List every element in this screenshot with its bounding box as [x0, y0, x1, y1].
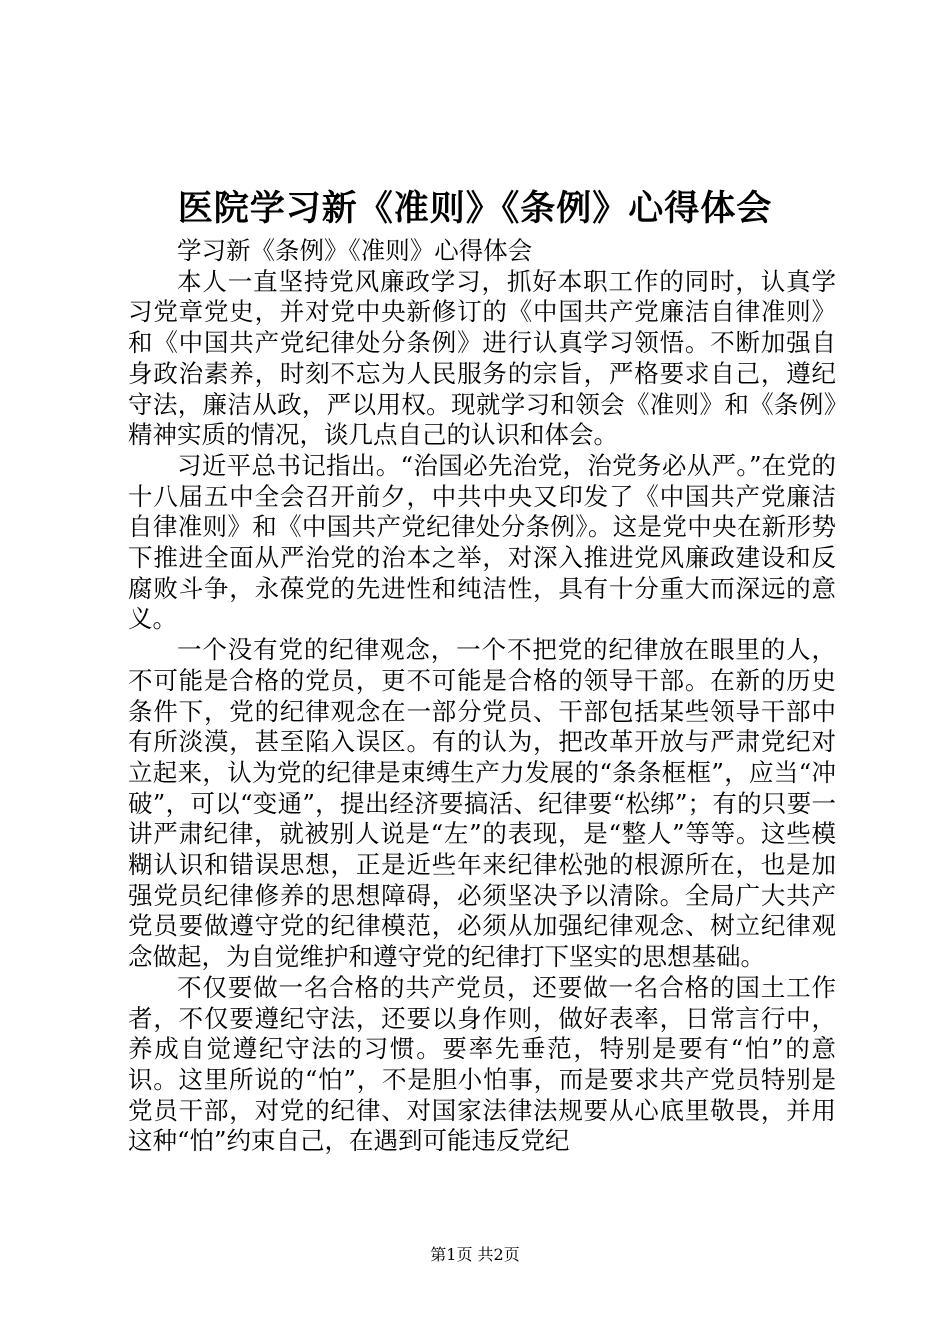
document-title: 医院学习新《准则》《条例》心得体会: [177, 188, 773, 229]
paragraph-subtitle: 学习新《条例》《准则》心得体会: [177, 236, 533, 265]
paragraph: 习近平总书记指出。“治国必先治党，治党务必从严。”在党的十八届五中全会召开前夕，中共中央又印发了《中国共产党廉洁自律准则》和《中国共产党纪律处分条例》。这是党中央在新形势下推进全面从严治党的治本之举，对深入推进党风廉政建设和反腐败斗争，永葆党的先进性和纯洁性，具有十分重大而深远的意义。: [128, 450, 836, 634]
page-footer: 第1页 共2页: [430, 1245, 520, 1264]
document-body: [128, 236, 836, 1157]
paragraph: 一个没有党的纪律观念，一个不把党的纪律放在眼里的人，不可能是合格的党员，更不可能是合格的领导干部。在新的历史条件下，党的纪律观念在一部分党员、干部包括某些领导干部中有所淡漠，甚至陷入误区。有的认为，把改革开放与严肃党纪对立起来，认为党的纪律是束缚生产力发展的“条条框框”，应当“冲破”，可以“变通”，提出经济要搞活、纪律要“松绑”；有的只要一讲严肃纪律，就被别人说是“左”的表现，是“整人”等等。这些模糊认识和错误思想，正是近些年来纪律松弛的根源所在，也是加强党员纪律修养的思想障碍，必须坚决予以清除。全局广大共产党员要做遵守党的纪律模范，必须从加强纪律观念、树立纪律观念做起，为自觉维护和遵守党的纪律打下坚实的思想基础。: [128, 635, 836, 972]
paragraph: 不仅要做一名合格的共产党员，还要做一名合格的国土工作者，不仅要遵纪守法，还要以身作则，做好表率，日常言行中，养成自觉遵纪守法的习惯。要率先垂范，特别是要有“怕”的意识。这里所说的“怕”，不是胆小怕事，而是要求共产党员特别是党员干部，对党的纪律、对国家法律法规要从心底里敬畏，并用这种“怕”约束自己，在遇到可能违反党纪: [128, 972, 836, 1156]
paragraph: 本人一直坚持党风廉政学习，抓好本职工作的同时，认真学习党章党史，并对党中央新修订的《中国共产党廉洁自律准则》和《中国共产党纪律处分条例》进行认真学习领悟。不断加强自身政治素养，时刻不忘为人民服务的宗旨，严格要求自己，遵纪守法，廉洁从政，严以用权。现就学习和领会《准则》和《条例》精神实质的情况，谈几点自己的认识和体会。: [128, 266, 836, 450]
